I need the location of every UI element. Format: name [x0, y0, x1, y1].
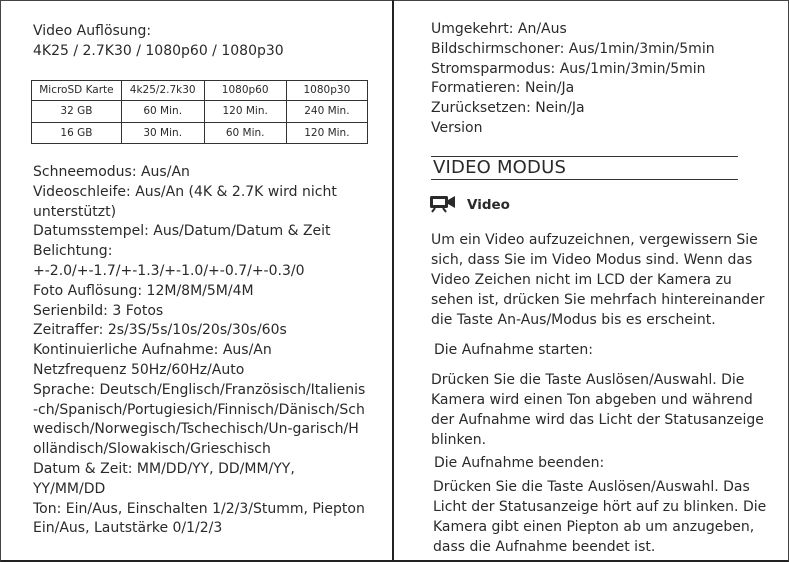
- table-cell: 30 Min.: [121, 122, 204, 144]
- setting-inverted: Umgekehrt: An/Aus: [431, 21, 567, 37]
- setting-language: Sprache: Deutsch/Englisch/Französisch/Italienis-ch/Spanisch/Portugiesich/Finnisch/Dänisch/Schwedisch/Norwegisch/Tschechisch/Un-garisch/Holländisch/Slowakisch/Grieschisch: [33, 381, 366, 458]
- video-mode-label-row: [429, 193, 769, 217]
- table-row: [32, 122, 368, 144]
- table-header-cell: MicroSD Karte: [32, 80, 122, 101]
- video-intro: Um ein Video aufzuzeichnen, vergewissern Sie sich, dass Sie im Video Modus sind. Wenn das Video Zeichen nicht im LCD der Kamera zu sehen ist, drücken Sie mehrfach hintereinander die Taste An-Aus/Modus bis es erscheint.: [431, 231, 765, 328]
- video-label: Video: [467, 196, 510, 213]
- setting-screensaver: Bildschirmschoner: Aus/1min/3min/5min: [431, 40, 715, 57]
- setting-version: Version: [431, 119, 483, 136]
- setting-format: Formatieren: Nein/Ja: [431, 80, 575, 97]
- table-header-row: [32, 80, 368, 101]
- setting-loop-recording: Videoschleife: Aus/An (4K & 2.7K wird nicht unterstützt): [33, 183, 337, 220]
- video-camera-icon: [429, 193, 457, 217]
- setting-date-stamp: Datumsstempel: Aus/Datum/Datum & Zeit: [33, 223, 331, 240]
- table-header-cell: 1080p60: [204, 80, 286, 101]
- start-recording-title: Die Aufnahme starten:: [434, 341, 593, 358]
- table-cell: 240 Min.: [286, 101, 367, 123]
- settings-list: [33, 163, 366, 539]
- table-cell: 32 GB: [32, 101, 122, 123]
- resolution-title: Video Auflösung:: [33, 23, 152, 39]
- right-page: [396, 0, 789, 562]
- left-page: [0, 0, 394, 562]
- settings-list-continued: [431, 20, 769, 139]
- table-cell: 120 Min.: [204, 101, 286, 123]
- stop-recording-text: Drücken Sie die Taste Auslösen/Auswahl. Das Licht der Statusanzeige hört auf zu blinken. Die Kamera gibt einen Piepton ab um anzugeben, dass die Aufnahme beendet ist.: [433, 478, 767, 555]
- table-cell: 120 Min.: [286, 122, 367, 144]
- setting-snow-mode: Schneemodus: Aus/An: [33, 164, 190, 181]
- recording-time-table: [31, 80, 368, 145]
- resolution-values: 4K25 / 2.7K30 / 1080p60 / 1080p30: [33, 42, 284, 59]
- section-heading-box: [431, 156, 738, 180]
- setting-power-saving: Stromsparmodus: Aus/1min/3min/5min: [431, 60, 706, 77]
- setting-exposure: Belichtung: +-2.0/+-1.7/+-1.3/+-1.0/+-0.7/+-0.3/0: [33, 243, 305, 280]
- setting-date-time: Datum & Zeit: MM/DD/YY, DD/MM/YY, YY/MM/DD: [33, 461, 295, 497]
- table-cell: 16 GB: [32, 122, 122, 144]
- stop-recording-title: Die Aufnahme beenden:: [434, 454, 605, 471]
- setting-timelapse: Zeitraffer: 2s/3S/5s/10s/20s/30s/60s: [33, 322, 287, 339]
- start-recording-text: Drücken Sie die Taste Auslösen/Auswahl. Die Kamera wird einen Ton abgeben und während der Aufnahme wird das Licht der Statusanzeige blinken.: [431, 371, 764, 448]
- section-heading: VIDEO MODUS: [433, 156, 567, 178]
- table-cell: 60 Min.: [121, 101, 204, 123]
- table-row: [32, 101, 368, 123]
- setting-burst: Serienbild: 3 Fotos: [33, 302, 164, 319]
- setting-photo-resolution: Foto Auflösung: 12M/8M/5M/4M: [33, 282, 254, 299]
- setting-continuous-recording: Kontinuierliche Aufnahme: Aus/An Netzfrequenz 50Hz/60Hz/Auto: [33, 342, 272, 379]
- table-cell: 60 Min.: [204, 122, 286, 144]
- setting-sound: Ton: Ein/Aus, Einschalten 1/2/3/Stumm, Piepton Ein/Aus, Lautstärke 0/1/2/3: [33, 500, 365, 537]
- table-header-cell: 4k25/2.7k30: [121, 80, 204, 101]
- table-header-cell: 1080p30: [286, 80, 367, 101]
- setting-reset: Zurücksetzen: Nein/Ja: [431, 100, 585, 117]
